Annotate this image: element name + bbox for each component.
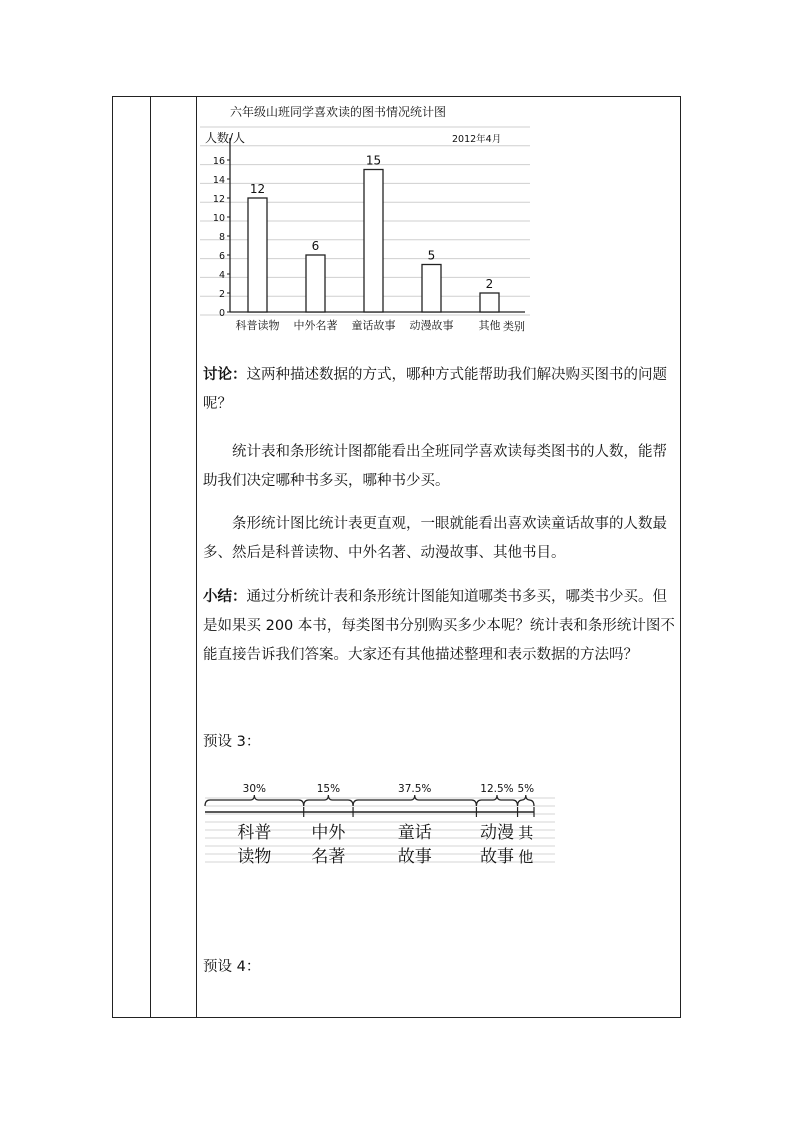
segment-label-line2: 故事 bbox=[397, 847, 432, 867]
x-tick-label: 中外名著 bbox=[293, 319, 338, 332]
segment-percent: 37.5% bbox=[398, 783, 432, 795]
segment-label-line1: 科普 bbox=[237, 823, 272, 843]
column-divider-2 bbox=[196, 96, 197, 1018]
preset-3-label: 预设 3： bbox=[203, 734, 261, 750]
percent-brace bbox=[518, 795, 534, 806]
paragraph-1: 统计表和条形统计图都能看出全班同学喜欢读每类图书的人数，能帮助我们决定哪种书多买，哪种书少买。 bbox=[203, 444, 667, 489]
segment-label-line1: 童话 bbox=[397, 823, 432, 843]
segment-label-line1: 中外 bbox=[311, 823, 346, 843]
y-tick-label: 14 bbox=[212, 175, 225, 186]
x-tick-label: 科普读物 bbox=[235, 319, 280, 332]
data-label: 12 bbox=[249, 182, 266, 196]
percent-brace bbox=[353, 795, 476, 806]
segment-label-line1: 动漫 bbox=[479, 823, 514, 843]
segment-label-line1: 其 bbox=[518, 824, 534, 842]
y-tick-label: 10 bbox=[212, 213, 225, 224]
x-tick-label: 其他 bbox=[478, 319, 501, 332]
segment-percent: 30% bbox=[242, 783, 267, 795]
bar bbox=[422, 265, 441, 313]
y-tick-label: 0 bbox=[218, 308, 225, 319]
bar bbox=[306, 255, 325, 312]
data-label: 2 bbox=[485, 277, 494, 291]
bar-chart bbox=[200, 102, 535, 338]
segment-label-line2: 名著 bbox=[311, 847, 346, 867]
bar bbox=[248, 198, 267, 312]
paragraph-2: 条形统计图比统计表更直观，一眼就能看出喜欢读童话故事的人数最多、然后是科普读物、中外名著、动漫故事、其他书目。 bbox=[203, 516, 667, 561]
segment-label-line2: 读物 bbox=[237, 847, 272, 867]
column-divider-1 bbox=[150, 96, 151, 1018]
y-axis-label: 人数/人 bbox=[205, 131, 246, 145]
segment-percent: 5% bbox=[517, 783, 535, 795]
y-tick-label: 6 bbox=[218, 251, 225, 262]
summary-paragraph bbox=[203, 583, 675, 670]
y-tick-label: 8 bbox=[218, 232, 225, 243]
segment-label-line2: 故事 bbox=[479, 847, 514, 867]
percent-brace bbox=[476, 795, 517, 806]
percent-bar-diagram bbox=[200, 776, 560, 876]
x-tick-labels bbox=[236, 318, 501, 332]
chart-title: 六年级山班同学喜欢读的图书情况统计图 bbox=[230, 105, 447, 119]
preset-4-label: 预设 4： bbox=[203, 959, 261, 975]
data-label: 15 bbox=[365, 153, 382, 168]
bar bbox=[364, 170, 383, 313]
y-tick-label: 4 bbox=[218, 270, 225, 281]
data-label: 5 bbox=[427, 248, 436, 263]
x-tick-label: 动漫故事 bbox=[409, 319, 454, 332]
summary-text: 通过分析统计表和条形统计图能知道哪类书多买，哪类书少买。但是如果买 200 本书，每类图书分别购买多少本呢？统计表和条形统计图不能直接告诉我们答案。大家还有其他描述整理和表示数据的方法吗？ bbox=[203, 589, 675, 663]
x-axis-label: 类别 bbox=[503, 320, 525, 333]
percent-brace bbox=[304, 795, 353, 806]
data-label: 6 bbox=[311, 239, 320, 253]
y-tick-label: 12 bbox=[212, 194, 225, 205]
bar bbox=[480, 293, 499, 312]
summary-label: 小结： bbox=[203, 589, 247, 605]
segment-percent: 15% bbox=[316, 783, 341, 795]
segment-label-line2: 他 bbox=[518, 848, 534, 866]
discussion-label: 讨论： bbox=[203, 367, 247, 383]
bars bbox=[248, 154, 499, 313]
discussion-text: 这两种描述数据的方式，哪种方式能帮助我们解决购买图书的问题呢？ bbox=[203, 367, 667, 412]
discussion-paragraph bbox=[203, 361, 675, 419]
y-tick-label: 2 bbox=[218, 289, 225, 300]
chart-date: 2012年4月 bbox=[452, 134, 502, 145]
x-tick-label: 童话故事 bbox=[351, 319, 396, 332]
y-tick-label: 16 bbox=[212, 156, 225, 167]
segment-percent: 12.5% bbox=[480, 783, 514, 795]
percent-brace bbox=[205, 795, 304, 806]
y-ticks bbox=[213, 156, 230, 319]
